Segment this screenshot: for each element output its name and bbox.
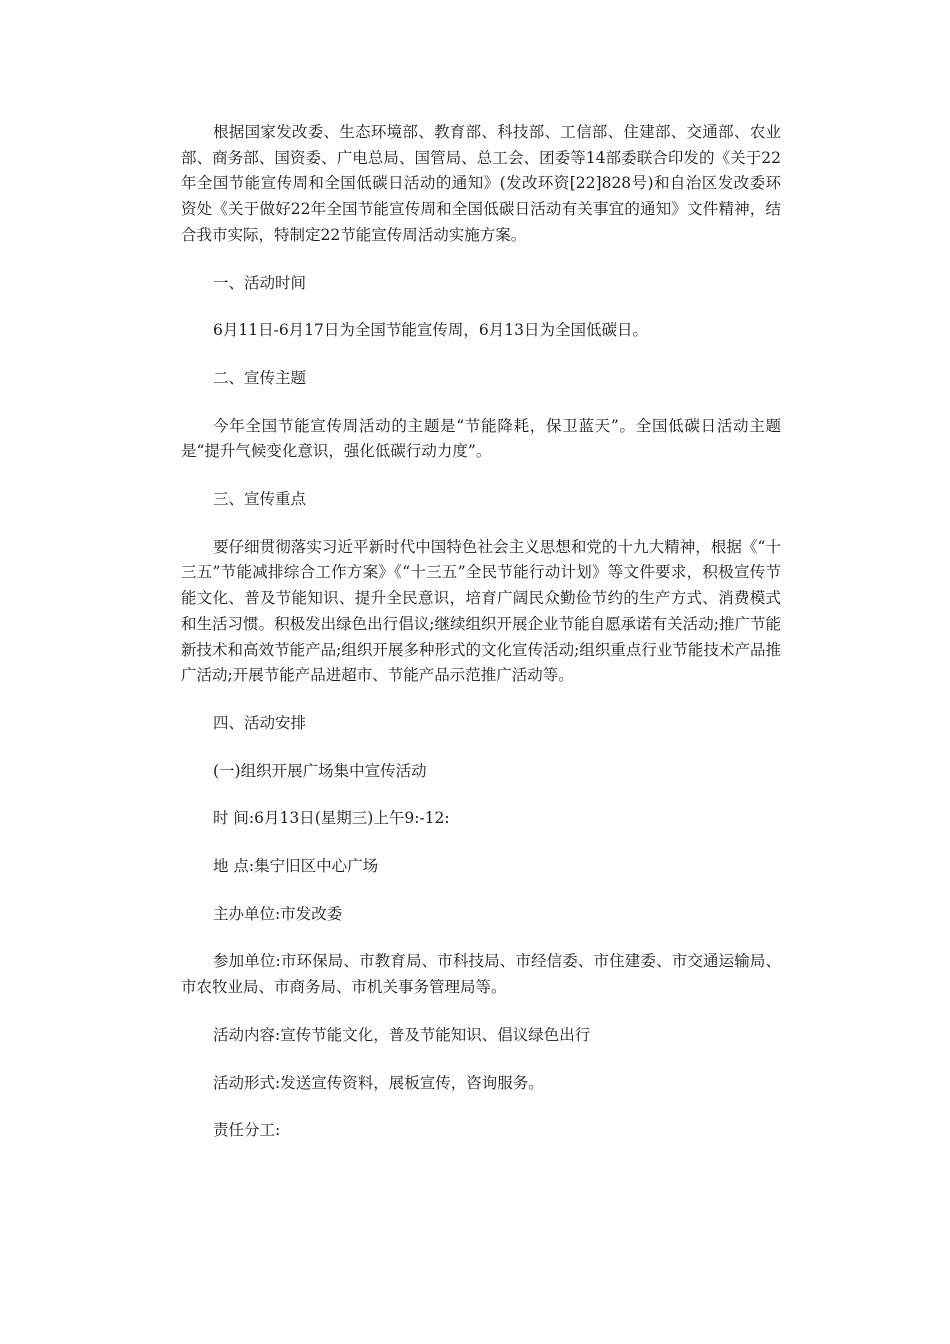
subsection-heading-square-event: (一)组织开展广场集中宣传活动 [213, 761, 427, 780]
section-heading-time: 一、活动时间 [213, 273, 307, 292]
document-body [181, 120, 781, 1166]
time-paragraph: 6月11日-6月17日为全国节能宣传周，6月13日为全国低碳日。 [213, 321, 648, 340]
intro-paragraph: 根据国家发改委、生态环境部、教育部、科技部、工信部、住建部、交通部、农业部、商务部、国资委、广电总局、国管局、总工会、团委等14部委联合印发的《关于22年全国节能宣传周和全国低碳日活动的通知》(发改环资[22]828号)和自治区发改委环资处《关于做好22年全国节能宣传周和全国低碳日活动有关事宜的通知》文件精神，结合我市实际，特制定22节能宣传周活动实施方案。 [181, 123, 781, 244]
section-heading-arrangement: 四、活动安排 [213, 713, 307, 732]
theme-paragraph: 今年全国节能宣传周活动的主题是“节能降耗，保卫蓝天”。全国低碳日活动主题是“提升气候变化意识，强化低碳行动力度”。 [181, 416, 781, 461]
event-content: 活动内容:宣传节能文化，普及节能知识、倡议绿色出行 [213, 1025, 591, 1044]
section-heading-theme: 二、宣传主题 [213, 368, 307, 387]
event-location: 地 点:集宁旧区中心广场 [213, 857, 379, 876]
focus-paragraph: 要仔细贯彻落实习近平新时代中国特色社会主义思想和党的十九大精神，根据《“十三五”节能减排综合工作方案》《“十三五”全民节能行动计划》等文件要求，积极宣传节能文化、普及节能知识、提升全民意识，培育广阔民众勤俭节约的生产方式、消费模式和生活习惯。积极发出绿色出行倡议;继续组织开展企业节能自愿承诺有关活动;推广节能新技术和高效节能产品;组织开展多种形式的文化宣传活动;组织重点行业节能技术产品推广活动;开展节能产品进超市、节能产品示范推广活动等。 [181, 537, 781, 685]
event-responsibilities: 责任分工: [213, 1121, 281, 1140]
event-participants: 参加单位:市环保局、市教育局、市科技局、市经信委、市住建委、市交通运输局、市农牧业局、市商务局、市机关事务管理局等。 [181, 952, 781, 997]
event-host: 主办单位:市发改委 [213, 904, 343, 923]
event-format: 活动形式:发送宣传资料，展板宣传，咨询服务。 [213, 1073, 544, 1092]
event-time: 时 间:6月13日(星期三)上午9:-12: [213, 809, 450, 828]
section-heading-focus: 三、宣传重点 [213, 490, 307, 509]
